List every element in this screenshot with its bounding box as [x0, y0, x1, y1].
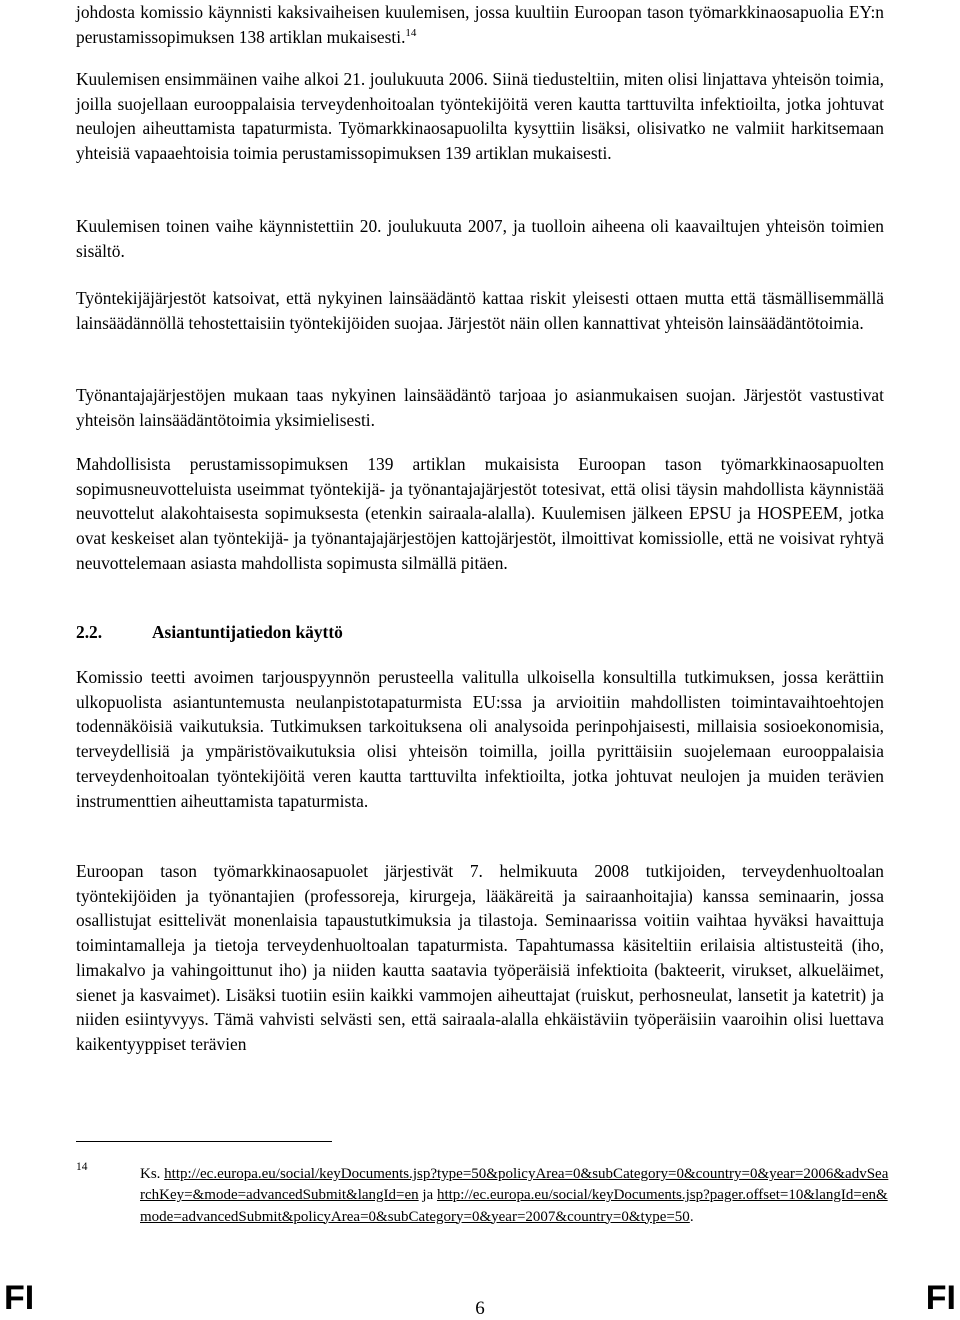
footnote-link-2006[interactable]: http://ec.europa.eu/social/keyDocuments.jsp?type=50&policyArea=0&subCategory=0&country=0&year=2006&advSearchKey=&mode=advancedSubmit&langId=en — [140, 1166, 889, 1204]
footnote-reference[interactable]: 14 — [405, 26, 417, 39]
paragraph-text: Kuulemisen toinen vaihe käynnistettiin 20. joulukuuta 2007, ja tuolloin aiheena oli kaavailtujen yhteisön toimien sisältö. — [76, 216, 884, 261]
section-heading — [76, 620, 343, 644]
paragraph-seminar — [76, 859, 884, 1057]
language-code-left: FI — [4, 1279, 35, 1317]
footnote-text — [140, 1164, 890, 1228]
footnote-conjunction: ja — [418, 1187, 437, 1204]
paragraph-text: Työntekijäjärjestöt katsoivat, että nykyinen lainsäädäntö kattaa riskit yleisesti ottaen mutta että täsmällisemmällä lainsäädännöllä tehostettaisiin työntekijöiden suojaa. Järjestöt näin ollen kannattivat yhteisön lainsäädäntötoimia. — [76, 288, 884, 333]
paragraph-employer-organisations — [76, 383, 884, 432]
paragraph-text: Mahdollisista perustamissopimuksen 139 artiklan mukaisista Euroopan tason työmarkkinaosapuolten sopimusneuvotteluista useimmat työntekijä- ja työnantajajärjestöt totesivat, että olisi täysin mahdollista käynnistää neuvottelut alakohtaisesta sopimuksesta (etenkin sairaala-alalla). Kuulemisen jälkeen EPSU ja HOSPEEM, jotka ovat keskeiset alan työntekijä- ja työnantajajärjestöjen kattojärjestöt, ilmoittivat komissiolle, että ne voisivat ryhtyä neuvottelemaan asiasta mahdollista sopimusta silmällä pitäen. — [76, 454, 884, 573]
intro-paragraph — [76, 0, 884, 49]
paragraph-second-phase — [76, 214, 884, 263]
paragraph-text: Kuulemisen ensimmäinen vaihe alkoi 21. joulukuuta 2006. Siinä tiedusteltiin, miten olisi linjattava yhteisön toimia, joilla suojellaan eurooppalaisia terveydenhoitoalan työntekijöitä veren kautta tarttuvilta infektioilta, jotka johtuvat neulojen aiheuttamista tapaturmista. Työmarkkinaosapuolilta kysyttiin lisäksi, olisivatko ne valmiit harkitsemaan yhteisiä vapaaehtoisia toimia perustamissopimuksen 139 artiklan mukaisesti. — [76, 69, 884, 164]
footnote-number: 14 — [76, 1161, 88, 1173]
section-number: 2.2. — [76, 622, 103, 642]
footnote-prefix: Ks. — [140, 1166, 165, 1182]
paragraph-negotiations — [76, 452, 884, 576]
footnote-suffix: . — [689, 1208, 694, 1225]
section-title: Asiantuntijatiedon käyttö — [152, 622, 343, 642]
language-code-right: FI — [925, 1279, 956, 1317]
page-number: 6 — [475, 1298, 485, 1319]
paragraph-text: Euroopan tason työmarkkinaosapuolet järjestivät 7. helmikuuta 2008 tutkijoiden, terveydenhuoltoalan työntekijöiden ja työnantajien (professoreja, kirurgeja, lääkäreitä ja sairaanhoitajia) kanssa seminaarin, jossa osallistujat esittelivät monenlaisia tapaustutkimuksia ja tilastoja. Seminaarissa voitiin vaihtaa hyväksi havaittuja toimintamalleja ja tietoja terveydenhuoltoalan tapaturmista. Tapahtumassa käsiteltiin erilaisia altistusteitä (iho, limakalvo ja vahingoittunut iho) ja niiden kautta saatavia työperäisiä infektioita (bakteerit, virukset, alkueläimet, sienet ja kasvaimet). Lisäksi tuotiin esiin kaikki vammojen aiheuttajat (ruiskut, perhosneulat, lansetit ja katetrit) ja niiden esiintyvyys. Tämä vahvisti selvästi sen, että sairaala-alalla ehkäistäviin työperäisiin vaaroihin olisi luettava kaikentyyppiset terävien — [76, 861, 884, 1054]
footnote-link-2007[interactable]: http://ec.europa.eu/social/keyDocuments.jsp?pager.offset=10&langId=en&mode=advancedSubmit&policyArea=0&subCategory=0&year=2007&country=0&type=50 — [140, 1187, 888, 1225]
paragraph-text: Työnantajajärjestöjen mukaan taas nykyinen lainsäädäntö tarjoaa jo asianmukaisen suojan. Järjestöt vastustivat yhteisön lainsäädäntötoimia yksimielisesti. — [76, 385, 884, 430]
paragraph-text: johdosta komissio käynnisti kaksivaiheisen kuulemisen, jossa kuultiin Euroopan tason työmarkkinaosapuolia EY:n perustamissopimuksen 138 artiklan mukaisesti. — [76, 2, 884, 47]
paragraph-first-phase — [76, 67, 884, 166]
paragraph-text: Komissio teetti avoimen tarjouspyynnön perusteella valitulla ulkoisella konsultilla tutkimuksen, jossa kerättiin ulkopuolista asiantuntemusta neulanpistotapaturmista EU:ssa ja arvioitiin mahdollisten toimintavaihtoehtojen todennäköisiä vaikutuksia. Tutkimuksen tarkoituksena oli analysoida perinpohjaisesti, millaisia sosioekonomisia, terveydellisiä ja ympäristövaikutuksia olisi yhteisön toimilla, joilla pyrittäisiin suojelemaan eurooppalaisia terveydenhoitoalan työntekijöitä veren kautta tarttuvilta infektioilta, jotka johtuvat neulojen ja muiden terävien instrumenttien aiheuttamista tapaturmista. — [76, 667, 884, 811]
footnote-separator — [76, 1141, 332, 1142]
paragraph-study — [76, 665, 884, 813]
paragraph-worker-organisations — [76, 286, 884, 335]
